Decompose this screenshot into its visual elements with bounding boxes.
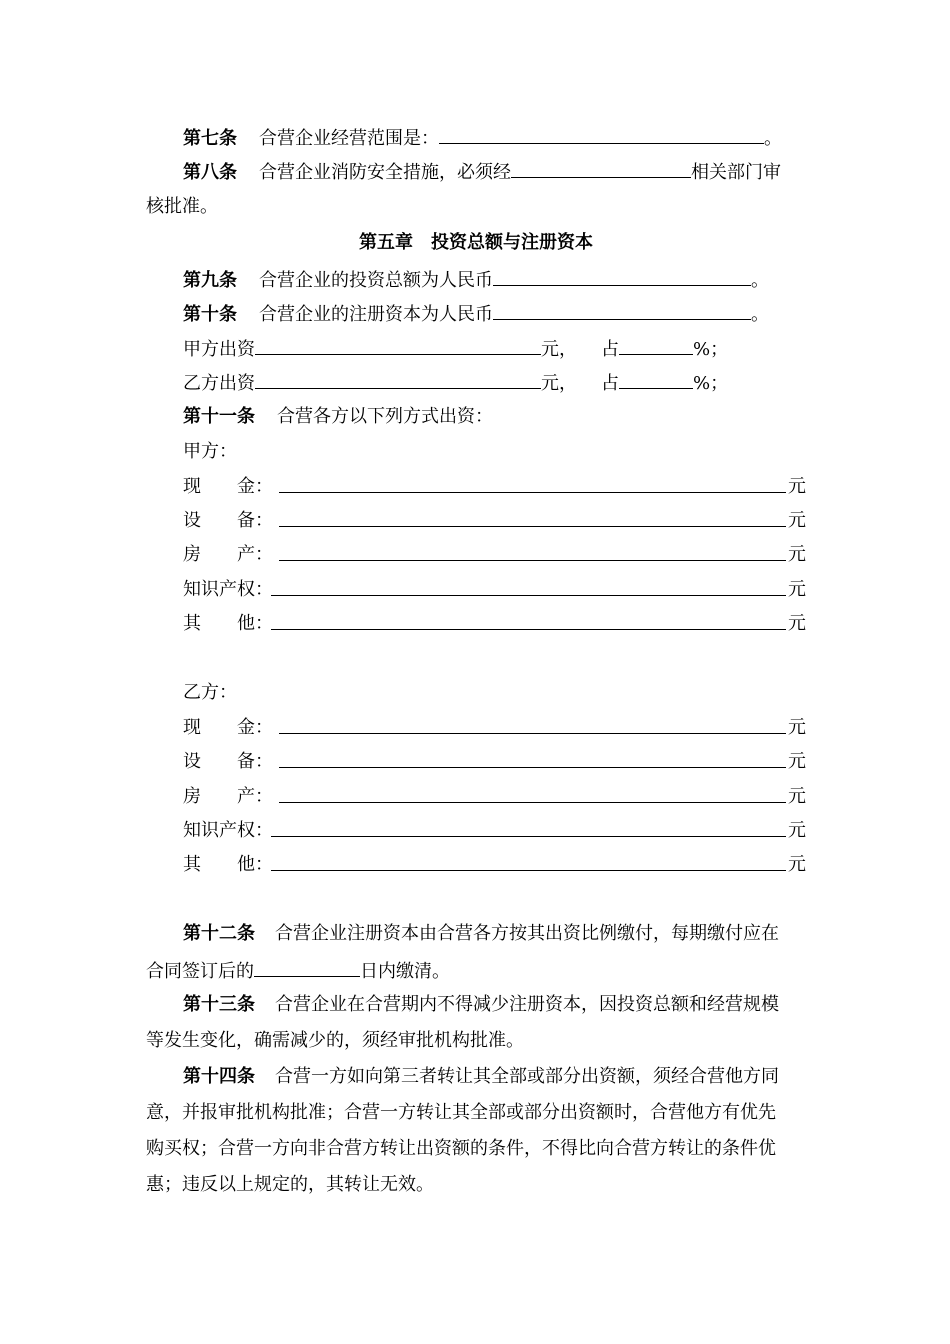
article-14-line-3: 购买权；合营一方向非合营方转让出资额的条件，不得比向合营方转让的条件优 [146,1138,776,1159]
party-a-cash: 现 金： 元 [183,476,806,497]
party-a-property: 房 产： 元 [183,544,806,565]
party-b-capital: 乙方出资 元， 占 %； [183,368,728,396]
article-14-label: 第十四条 [183,1066,255,1087]
article-13-label: 第十三条 [183,994,255,1015]
party-b-amount-blank[interactable] [255,368,541,389]
party-b-ip-blank[interactable] [271,836,786,837]
party-b-cash-blank[interactable] [279,733,786,734]
article-14: 第十四条 合营一方如向第三者转让其全部或部分出资额，须经合营他方同 [183,1066,779,1087]
article-12: 第十二条 合营企业注册资本由合营各方按其出资比例缴付，每期缴付应在 [183,923,779,944]
party-a-amount-blank[interactable] [255,334,541,355]
party-a-ip-blank[interactable] [271,595,786,596]
article-10-label: 第十条 [183,304,237,325]
party-a-equipment: 设 备： 元 [183,510,806,531]
party-b-ip: 知识产权： 元 [183,820,806,841]
party-a-ip: 知识产权： 元 [183,579,806,600]
payment-days-blank[interactable] [254,956,360,977]
article-7: 第七条 合营企业经营范围是： 。 [183,123,782,151]
registered-capital-blank[interactable] [493,299,751,320]
fire-safety-dept-blank[interactable] [511,157,691,178]
party-a-cash-blank[interactable] [279,492,786,493]
party-b-cash: 现 金： 元 [183,717,806,738]
party-a-other: 其 他： 元 [183,613,806,634]
party-b-equipment: 设 备： 元 [183,751,806,772]
article-13: 第十三条 合营企业在合营期内不得减少注册资本，因投资总额和经营规模 [183,994,779,1015]
party-b-other: 其 他： 元 [183,854,806,875]
party-a-capital: 甲方出资 元， 占 %； [183,334,728,362]
article-8-label: 第八条 [183,162,237,183]
article-8-continued: 核批准。 [146,196,218,217]
party-a-other-blank[interactable] [271,629,786,630]
party-b-percent-blank[interactable] [619,368,693,389]
business-scope-blank[interactable] [439,123,764,144]
party-a-title: 甲方： [183,441,237,462]
article-9: 第九条 合营企业的投资总额为人民币 。 [183,265,769,293]
article-10: 第十条 合营企业的注册资本为人民币 。 [183,299,769,327]
article-8: 第八条 合营企业消防安全措施，必须经 相关部门审 [183,157,781,185]
total-investment-blank[interactable] [493,265,751,286]
article-14-line-4: 惠；违反以上规定的，其转让无效。 [146,1174,434,1195]
article-13-continued: 等发生变化，确需减少的，须经审批机构批准。 [146,1030,524,1051]
party-a-property-blank[interactable] [279,560,786,561]
article-14-line-2: 意，并报审批机构批准；合营一方转让其全部或部分出资额时，合营他方有优先 [146,1102,776,1123]
party-b-property-blank[interactable] [279,802,786,803]
article-12-label: 第十二条 [183,923,255,944]
chapter-heading: 第五章 投资总额与注册资本 [359,232,593,253]
article-7-text: 合营企业经营范围是： [259,128,439,149]
party-b-property: 房 产： 元 [183,786,806,807]
article-11-label: 第十一条 [183,406,255,427]
party-a-percent-blank[interactable] [619,334,693,355]
party-a-equipment-blank[interactable] [279,526,786,527]
article-11: 第十一条 合营各方以下列方式出资： [183,406,493,427]
article-7-label: 第七条 [183,128,237,149]
party-b-title: 乙方： [183,682,237,703]
article-9-label: 第九条 [183,270,237,291]
article-12-continued: 合同签订后的 日内缴清。 [146,956,450,984]
party-b-other-blank[interactable] [271,870,786,871]
party-b-equipment-blank[interactable] [279,767,786,768]
